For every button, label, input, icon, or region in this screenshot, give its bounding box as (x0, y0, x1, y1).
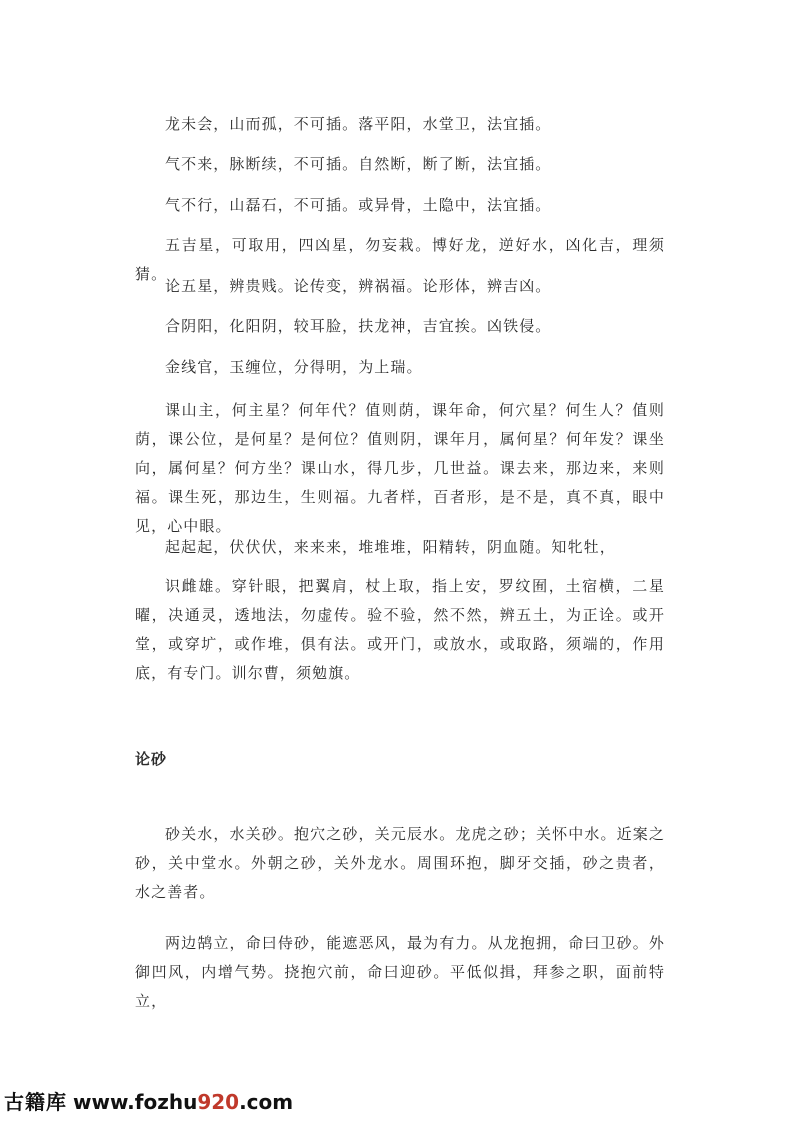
site-url-prefix: www.fozhu (73, 1090, 198, 1114)
site-url-digits: 920 (197, 1090, 240, 1114)
section-paragraph-2: 两边鹄立，命曰侍砂，能遮恶风，最为有力。从龙抱拥，命曰卫砂。外御凹风，内增气势。挠抱穴前，命曰迎砂。平低似揖，拜参之职，面前特立， (135, 934, 665, 1010)
verse-paragraph-keshan: 课山主，何主星？何年代？值则荫，课年命，何穴星？何生人？值则荫，课公位，是何星？是何位？值则阴，课年月，属何星？何年发？课坐向，属何星？何方坐？课山水，得几步，几世益。课去来，那边来，来则福。课生死，那边生，生则福。九者样，百者形，是不是，真不真，眼中见，心中眼。 (135, 401, 665, 535)
verse-line-2: 气不来，脉断续，不可插。自然断，断了断，法宜插。 (165, 155, 552, 173)
section-paragraph-1: 砂关水，水关砂。抱穴之砂，关元辰水。龙虎之砂；关怀中水。近案之砂，关中堂水。外朝之砂，关外龙水。周围环抱，脚牙交插，砂之贵者，水之善者。 (135, 825, 665, 901)
section-heading: 论砂 (135, 750, 168, 768)
verse-line-4: 五吉星，可取用，四凶星，勿妄栽。博好龙，逆好水，凶化吉，理须猜。 (135, 236, 665, 283)
verse-line-1: 龙未会，山而孤，不可插。落平阳，水堂卫，法宜插。 (165, 115, 552, 133)
verse-line-qiqiqi: 起起起，伏伏伏，来来来，堆堆堆，阳精转，阴血随。知牝牡， (165, 538, 616, 556)
site-watermark (4, 1086, 293, 1115)
site-url-suffix: .com (239, 1090, 294, 1114)
site-url (73, 1090, 293, 1114)
verse-line-6: 合阴阳，化阳阴，较耳脸，扶龙神，吉宜挨。凶铁侵。 (165, 317, 552, 335)
verse-paragraph-shixiong: 识雌雄。穿针眼，把翼肩，杖上取，指上安，罗纹囿，土宿横，二星曜，决通灵，透地法，勿虚传。验不验，然不然，辨五土，为正诠。或开堂，或穿圹，或作堆，俱有法。或开门，或放水，或取路，须端的，作用底，有专门。训尔曹，须勉旗。 (135, 577, 665, 682)
site-brand: 古籍库 (4, 1090, 67, 1114)
verse-line-5: 论五星，辨贵贱。论传变，辨祸福。论形体，辨吉凶。 (165, 277, 552, 295)
verse-line-7: 金线官，玉缠位，分得明，为上瑞。 (165, 358, 423, 376)
verse-line-3: 气不行，山磊石，不可插。或异骨，土隐中，法宜插。 (165, 196, 552, 214)
